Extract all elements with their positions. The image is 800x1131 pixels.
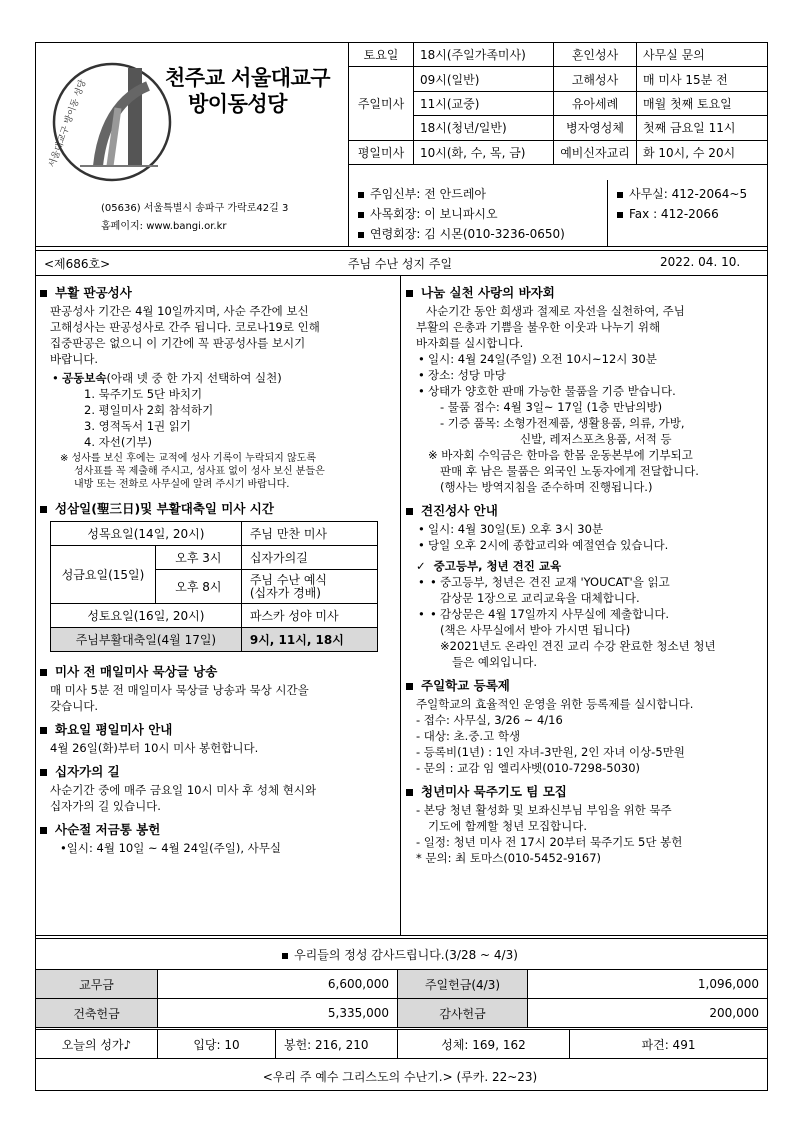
- note-line: ※ 바자회 수익금은 한마음 한몸 운동본부에 기부되고: [428, 448, 693, 462]
- body-line: 판공성사 기간은 4월 10일까지며, 사순 주간에 보신: [50, 304, 309, 318]
- bullet-square-icon: [40, 290, 47, 297]
- office-phone: 사무실: 412-2064~5: [617, 184, 747, 204]
- table-cell: 주님부활대축일(4월 17일): [51, 628, 242, 652]
- bullet-square-icon: [358, 232, 364, 238]
- table-cell: 성체: 169, 162: [398, 1030, 570, 1059]
- right-row-value: 매 미사 15분 전: [637, 67, 768, 91]
- right-column: [406, 277, 766, 866]
- staff-item: 주임신부: 전 안드레아: [358, 184, 565, 204]
- footer-verse: <우리 주 예수 그리스도의 수난기.> (루카. 22~23): [262, 1070, 538, 1084]
- list-item: • 일시: 4월 30일(토) 오후 3시 30분: [406, 521, 766, 537]
- table-cell: 교무금: [36, 970, 158, 999]
- section-title: 청년미사 묵주기도 팀 모집: [406, 784, 766, 800]
- body-line: 십자가의 길 있습니다.: [50, 799, 161, 813]
- bullet-square-icon: [282, 953, 288, 959]
- left-column: [40, 277, 395, 856]
- body-line: 집중판공은 없으니 이 기간에 꼭 판공성사를 보시기: [50, 336, 306, 350]
- body-line: 부활의 은총과 기쁨을 불우한 이웃과 나누기 위해: [416, 320, 661, 334]
- church-homepage: 홈페이지: www.bangi.or.kr: [101, 221, 227, 232]
- body-line: 사순기간 중에 매주 금요일 10시 미사 후 성체 현시와: [50, 783, 317, 797]
- body-line: 주일학교의 효율적인 운영을 위한 등록제를 실시합니다.: [416, 697, 694, 711]
- body-line: - 대상: 초.중.고 학생: [416, 729, 521, 743]
- note-line: 내방 또는 전화로 사무실에 알려 주시기 바랍니다.: [74, 479, 290, 490]
- body-line: * 문의: 최 토마스(010-5452-9167): [416, 851, 601, 865]
- thanks-title: 우리들의 정성 감사드립니다.(3/28 ~ 4/3): [0, 946, 800, 963]
- section-title: 사순절 저금통 봉헌: [40, 822, 395, 838]
- table-cell: 주일헌금(4/3): [398, 970, 528, 999]
- sat-label: 토요일: [349, 43, 414, 67]
- right-row-value: 화 10시, 수 20시: [637, 140, 768, 164]
- right-row-label: 유아세례: [554, 91, 637, 115]
- list-item: 4. 자선(기부): [84, 435, 153, 449]
- sunday-label: 주일미사: [349, 67, 414, 140]
- section-title: 나눔 실천 사랑의 바자회: [406, 285, 766, 301]
- right-row-label: 혼인성사: [554, 43, 637, 67]
- section-title: 화요일 평일미사 안내: [40, 722, 395, 738]
- section-title: 십자가의 길: [40, 764, 395, 780]
- bullet-square-icon: [358, 192, 364, 198]
- office-contact: [617, 184, 747, 224]
- body-line: 기도에 함께할 청년 모집합니다.: [428, 819, 588, 833]
- body-line: - 등록비(1년) : 1인 자녀-3만원, 2인 자녀 이상-5만원: [416, 745, 685, 759]
- right-row-value: 매월 첫째 토요일: [637, 91, 768, 115]
- list-item: • • 감상문은 4월 17일까지 사무실에 제출합니다.: [406, 606, 766, 622]
- bullet-square-icon: [406, 508, 413, 515]
- right-row-value: 사무실 문의: [637, 43, 768, 67]
- weekday-label: 평일미사: [349, 140, 414, 164]
- table-cell: 입당: 10: [158, 1030, 276, 1059]
- body-line: 바자회를 실시합니다.: [416, 336, 524, 350]
- staff-list: [358, 184, 565, 244]
- list-item: • • 중고등부, 청년은 견진 교재 'YOUCAT'을 읽고: [406, 574, 766, 590]
- table-cell: 성금요일(15일): [51, 546, 156, 604]
- table-cell: 감사헌금: [398, 999, 528, 1028]
- section-title: 견진성사 안내: [406, 503, 766, 519]
- section-title: 성삼일(聖三日)및 부활대축일 미사 시간: [40, 501, 395, 517]
- sub-section-title: ✓ 중고등부, 청년 견진 교육: [416, 559, 562, 573]
- section-title: 주일학교 등록제: [406, 678, 766, 694]
- issue-date: 2022. 04. 10.: [660, 255, 741, 269]
- body-line: - 문의 : 교감 임 엘리사벳(010-7298-5030): [416, 761, 641, 775]
- table-cell: 성목요일(14일, 20시): [51, 522, 242, 546]
- list-item: • 공동보속(아래 넷 중 한 가지 선택하여 실천): [40, 370, 395, 386]
- bullet-square-icon: [40, 827, 47, 834]
- bullet-square-icon: [40, 727, 47, 734]
- body-line: 사순기간 동안 희생과 절제로 자선을 실천하여, 주님: [426, 304, 685, 318]
- body-line: 고해성사는 판공성사로 간주 됩니다. 코로나19로 인해: [50, 320, 320, 334]
- bullet-square-icon: [40, 669, 47, 676]
- list-item: - 물품 접수: 4월 3일~ 17일 (1층 만남의방): [440, 400, 663, 414]
- table-cell: 봉헌: 216, 210: [276, 1030, 398, 1059]
- logo-circle-text: 서울대교구 방이동 성당: [47, 78, 89, 170]
- table-cell: 6,600,000: [158, 970, 398, 999]
- right-row-label: 예비신자교리: [554, 140, 637, 164]
- note-line: 성사표를 꼭 제출해 주시고, 성사표 없이 성사 보신 분들은: [74, 466, 325, 477]
- list-item: • 상태가 양호한 판매 가능한 물품을 기증 받습니다.: [406, 383, 766, 399]
- list-item: 신발, 레저스포츠용품, 서적 등: [520, 432, 672, 446]
- body-line: 갖습니다.: [50, 699, 99, 713]
- sun-time: 09시(일반): [414, 67, 554, 91]
- sun-time: 18시(청년/일반): [414, 116, 554, 140]
- list-item: • 당일 오후 2시에 종합교리와 예절연습 있습니다.: [406, 537, 766, 553]
- note-line: ※2021년도 온라인 견진 교리 수강 완료한 청소년 청년: [440, 639, 716, 653]
- list-item: - 기증 품목: 소형가전제품, 생활용품, 의류, 가방,: [440, 416, 685, 430]
- table-cell: 200,000: [528, 999, 768, 1028]
- table-cell: 성토요일(16일, 20시): [51, 604, 242, 628]
- table-cell: 1,096,000: [528, 970, 768, 999]
- issue-title: 주님 수난 성지 주일: [347, 257, 453, 271]
- table-cell: 9시, 11시, 18시: [241, 628, 377, 652]
- list-item: 감상문 1장으로 교리교육을 대체합니다.: [440, 591, 640, 605]
- church-logo-icon: [40, 48, 178, 188]
- right-row-value: 첫째 금요일 11시: [637, 116, 768, 140]
- issue-number: <제686호>: [44, 257, 111, 271]
- mass-schedule-table: [348, 42, 768, 165]
- list-item: • 장소: 성당 마당: [406, 367, 766, 383]
- table-cell: 5,335,000: [158, 999, 398, 1028]
- table-cell: 오후 8시: [156, 570, 242, 604]
- list-item: 1. 묵주기도 5단 바치기: [84, 387, 203, 401]
- sat-time: 18시(주일가족미사): [414, 43, 554, 67]
- staff-item: 연령회장: 김 시몬(010-3236-0650): [358, 224, 565, 244]
- body-line: •일시: 4월 10일 ~ 4월 24일(주일), 사무실: [60, 841, 281, 855]
- bullet-square-icon: [40, 506, 47, 513]
- table-cell: 파견: 491: [570, 1030, 768, 1059]
- bullet-square-icon: [406, 789, 413, 796]
- list-item: (책은 사무실에서 받아 가시면 됩니다): [440, 623, 631, 637]
- table-cell: 십자가의길: [241, 546, 377, 570]
- weekday-time: 10시(화, 수, 목, 금): [414, 140, 554, 164]
- note-line: ※ 성사를 보신 후에는 교적에 성사 기록이 누락되지 않도록: [60, 453, 316, 464]
- bullet-square-icon: [406, 290, 413, 297]
- body-line: 바랍니다.: [50, 352, 99, 366]
- table-cell: 주님 수난 예식 (십자가 경배): [241, 570, 377, 604]
- section-title: 미사 전 매일미사 묵상글 낭송: [40, 664, 395, 680]
- hymns-table: [35, 1029, 768, 1059]
- bullet-square-icon: [358, 212, 364, 218]
- body-line: - 본당 청년 활성화 및 보좌신부님 부임을 위한 묵주: [416, 803, 672, 817]
- church-name-line1: 천주교 서울대교구: [165, 66, 331, 90]
- office-fax: Fax : 412-2066: [617, 204, 747, 224]
- table-cell: 건축헌금: [36, 999, 158, 1028]
- body-line: 매 미사 5분 전 매일미사 묵상글 낭송과 묵상 시간을: [50, 683, 309, 697]
- note-line: 판매 후 남은 물품은 외국인 노동자에게 전달합니다.: [440, 464, 699, 478]
- table-cell: 오후 3시: [156, 546, 242, 570]
- checkmark-icon: ✓: [416, 559, 426, 573]
- table-cell: 주님 만찬 미사: [241, 522, 377, 546]
- bullet-square-icon: [40, 769, 47, 776]
- list-item: 2. 평일미사 2회 참석하기: [84, 403, 214, 417]
- list-item: • 일시: 4월 24일(주일) 오전 10시~12시 30분: [406, 351, 766, 367]
- holy-triduum-table: [50, 521, 378, 652]
- body-line: - 일정: 청년 미사 전 17시 20부터 묵주기도 5단 봉헌: [416, 835, 683, 849]
- bullet-square-icon: [617, 212, 623, 218]
- note-line: 들은 예외입니다.: [452, 655, 538, 669]
- sun-time: 11시(교중): [414, 91, 554, 115]
- list-item: 3. 영적독서 1권 읽기: [84, 419, 192, 433]
- table-cell: 오늘의 성가♪: [36, 1030, 158, 1059]
- section-title: 부활 판공성사: [40, 285, 395, 301]
- right-row-label: 고해성사: [554, 67, 637, 91]
- body-line: 4월 26일(화)부터 10시 미사 봉헌합니다.: [50, 741, 259, 755]
- offerings-table: [35, 969, 768, 1028]
- bullet-square-icon: [406, 683, 413, 690]
- right-row-label: 병자영성체: [554, 116, 637, 140]
- body-line: - 접수: 사무실, 3/26 ~ 4/16: [416, 713, 563, 727]
- note-line: (행사는 방역지침을 준수하며 진행됩니다.): [440, 480, 653, 494]
- bullet-square-icon: [617, 192, 623, 198]
- church-address: (05636) 서울특별시 송파구 가락로42길 3: [101, 203, 289, 214]
- staff-item: 사목회장: 이 보니파시오: [358, 204, 565, 224]
- table-cell: 파스카 성야 미사: [241, 604, 377, 628]
- church-name-line2: 방이동성당: [188, 92, 287, 116]
